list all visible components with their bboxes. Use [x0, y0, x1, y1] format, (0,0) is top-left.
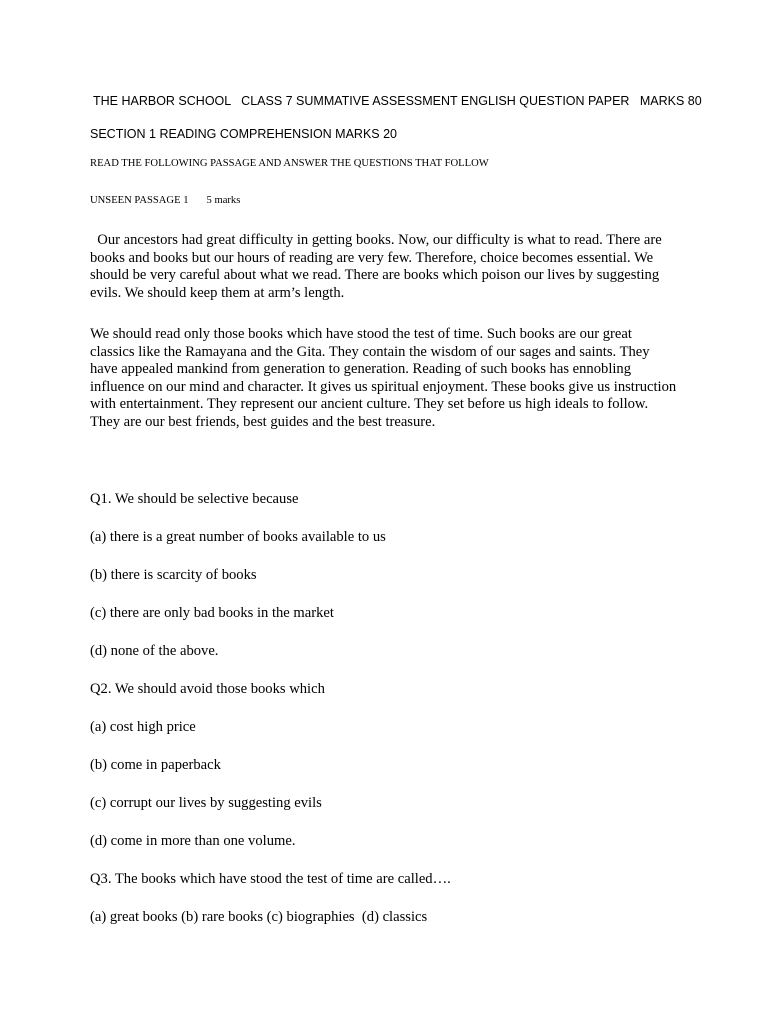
question-1-option-a: (a) there is a great number of books available to us	[90, 529, 386, 545]
question-1-option-c: (c) there are only bad books in the market	[90, 605, 334, 621]
question-2-option-d: (d) come in more than one volume.	[90, 833, 296, 849]
passage-label	[90, 195, 240, 206]
question-3: Q3. The books which have stood the test of time are called….	[90, 871, 451, 887]
instruction-text: READ THE FOLLOWING PASSAGE AND ANSWER THE QUESTIONS THAT FOLLOW	[90, 158, 489, 169]
question-2-option-b: (b) come in paperback	[90, 757, 221, 773]
passage-paragraph-2: We should read only those books which have stood the test of time. Such books are our great classics like the Ramayana and the Gita. They contain the wisdom of our sages and saints. They have appealed mankind from generation to generation. Reading of such books has ennobling influence on our mind and character. It gives us spiritual enjoyment. These books give us instruction with entertainment. They represent our ancient culture. They set before us high ideals to follow. They are our best friends, best guides and the best treasure.	[90, 326, 677, 430]
paper-title: THE HARBOR SCHOOL CLASS 7 SUMMATIVE ASSESSMENT ENGLISH QUESTION PAPER MARKS 80	[93, 94, 702, 108]
question-2-option-a: (a) cost high price	[90, 719, 196, 735]
passage-marks: 5 marks	[206, 195, 241, 206]
passage-label-text: UNSEEN PASSAGE 1	[90, 195, 189, 206]
question-1-option-b: (b) there is scarcity of books	[90, 567, 257, 583]
section-heading: SECTION 1 READING COMPREHENSION MARKS 20	[90, 127, 398, 141]
question-1-option-d: (d) none of the above.	[90, 643, 219, 659]
question-2-option-c: (c) corrupt our lives by suggesting evils	[90, 795, 322, 811]
question-1: Q1. We should be selective because	[90, 491, 299, 507]
passage-paragraph-1: Our ancestors had great difficulty in getting books. Now, our difficulty is what to read. There are books and books but our hours of reading are very few. Therefore, choice becomes essential. We should be very careful about what we read. There are books which poison our lives by suggesting evils. We should keep them at arm’s length.	[90, 232, 666, 301]
question-3-options: (a) great books (b) rare books (c) biographies (d) classics	[90, 909, 428, 925]
question-2: Q2. We should avoid those books which	[90, 681, 325, 697]
